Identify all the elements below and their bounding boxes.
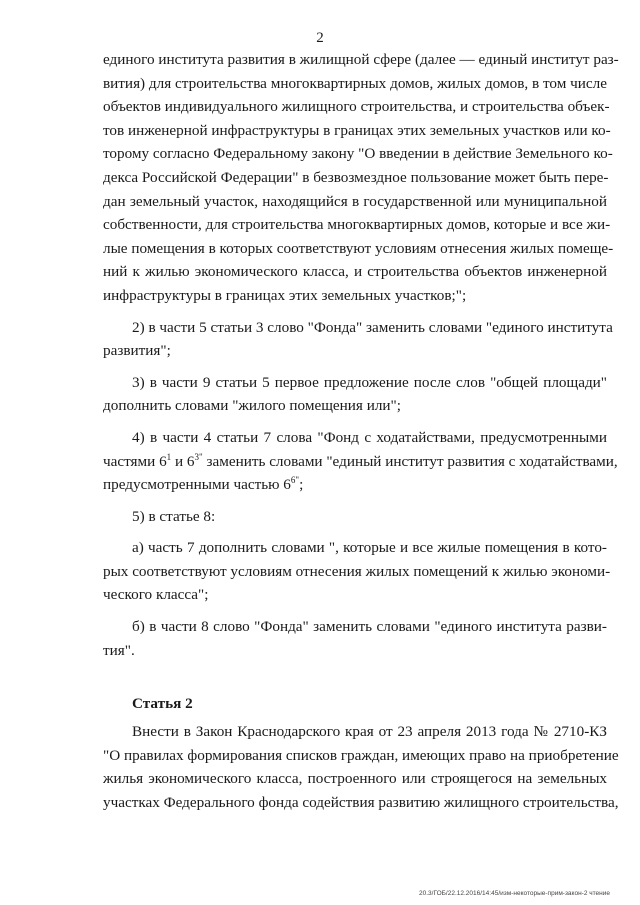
text-line: а) часть 7 дополнить словами ", которые и все жилые помещения в кото- [132,539,607,557]
item-4-paragraph [103,426,618,497]
text-line: 2) в части 5 статьи 3 слово "Фонда" заменить словами "единого института [132,318,613,336]
item-5b-paragraph [103,615,607,662]
item-3-paragraph [103,371,607,418]
text-line: дан земельный участок, находящийся в государственной или муниципальной [103,192,607,210]
text-line [103,473,607,497]
text-fragment: и 6 [171,452,195,470]
text-line: инфраструктуры в границах этих земельных участков;"; [103,286,467,304]
text-line: Внести в Закон Краснодарского края от 23 апреля 2013 года № 2710-КЗ [132,723,607,741]
text-line: единого института развития в жилищной сфере (далее — единый институт раз- [103,51,619,68]
superscript: 3" [194,451,203,462]
item-5a-paragraph [103,536,611,607]
text-line: развития"; [103,342,171,360]
superscript: 6" [290,475,300,486]
text-line: "О правилах формирования списков граждан, имеющих право на приобретение [103,746,619,764]
text-line: тия". [103,641,135,659]
superscript: 1 [166,451,172,462]
item-5-paragraph [103,505,607,529]
text-line: объектов индивидуального жилищного строительства, и строительства объек- [103,98,610,116]
text-line: ний к жилью экономического класса, и строительства объектов инженерной [103,263,607,281]
item-2-paragraph [103,316,613,363]
text-line: вития) для строительства многоквартирных домов, жилых домов, в том числе [103,74,607,92]
text-line: рых соответствуют условиям отнесения жилых помещений к жилью экономи- [103,562,611,580]
text-line: тов инженерной инфраструктуры в границах этих земельных участков или ко- [103,121,611,139]
text-line: 5) в статье 8: [132,507,216,525]
text-line: дополнить словами "жилого помещения или"; [103,397,401,415]
text-line [103,450,618,474]
text-line: торому согласно Федеральному закону "О введении в действие Земельного ко- [103,145,613,163]
text-line: б) в части 8 слово "Фонда" заменить словами "единого института разви- [132,618,607,636]
text-line: декса Российской Федерации" в безвозмездное пользование может быть пере- [103,168,609,186]
text-fragment: заменить словами "единый институт развития с ходатайствами, [202,452,618,470]
text-fragment: частями 6 [103,452,167,470]
document-body [103,48,619,815]
text-line: ческого класса"; [103,586,209,604]
intro-paragraph [103,48,619,308]
file-footer: 20.3/ГОБ/22.12.2016/14:45/изм-некоторые-прим-закон-2 чтение [418,890,610,897]
text-line: собственности, для строительства многоквартирных домов, которые и все жи- [103,216,611,234]
text-fragment: ; [299,476,304,494]
text-line: 4) в части 4 статьи 7 слова "Фонд с ходатайствами, предусмотренными [132,428,607,446]
article-2-paragraph [103,720,619,814]
text-fragment: предусмотренными частью 6 [103,476,291,494]
text-line: лые помещения в которых соответствуют условиям отнесения жилых помеще- [103,239,614,257]
text-line: 3) в части 9 статьи 5 первое предложение после слов "общей площади" [132,373,607,391]
page-number: 2 [316,30,324,46]
text-line: участках Федерального фонда содействия развитию жилищного строительства, [103,794,619,812]
text-line: жилья экономического класса, построенного или строящегося на земельных [103,770,607,788]
article-2-heading: Статья 2 [132,695,193,713]
